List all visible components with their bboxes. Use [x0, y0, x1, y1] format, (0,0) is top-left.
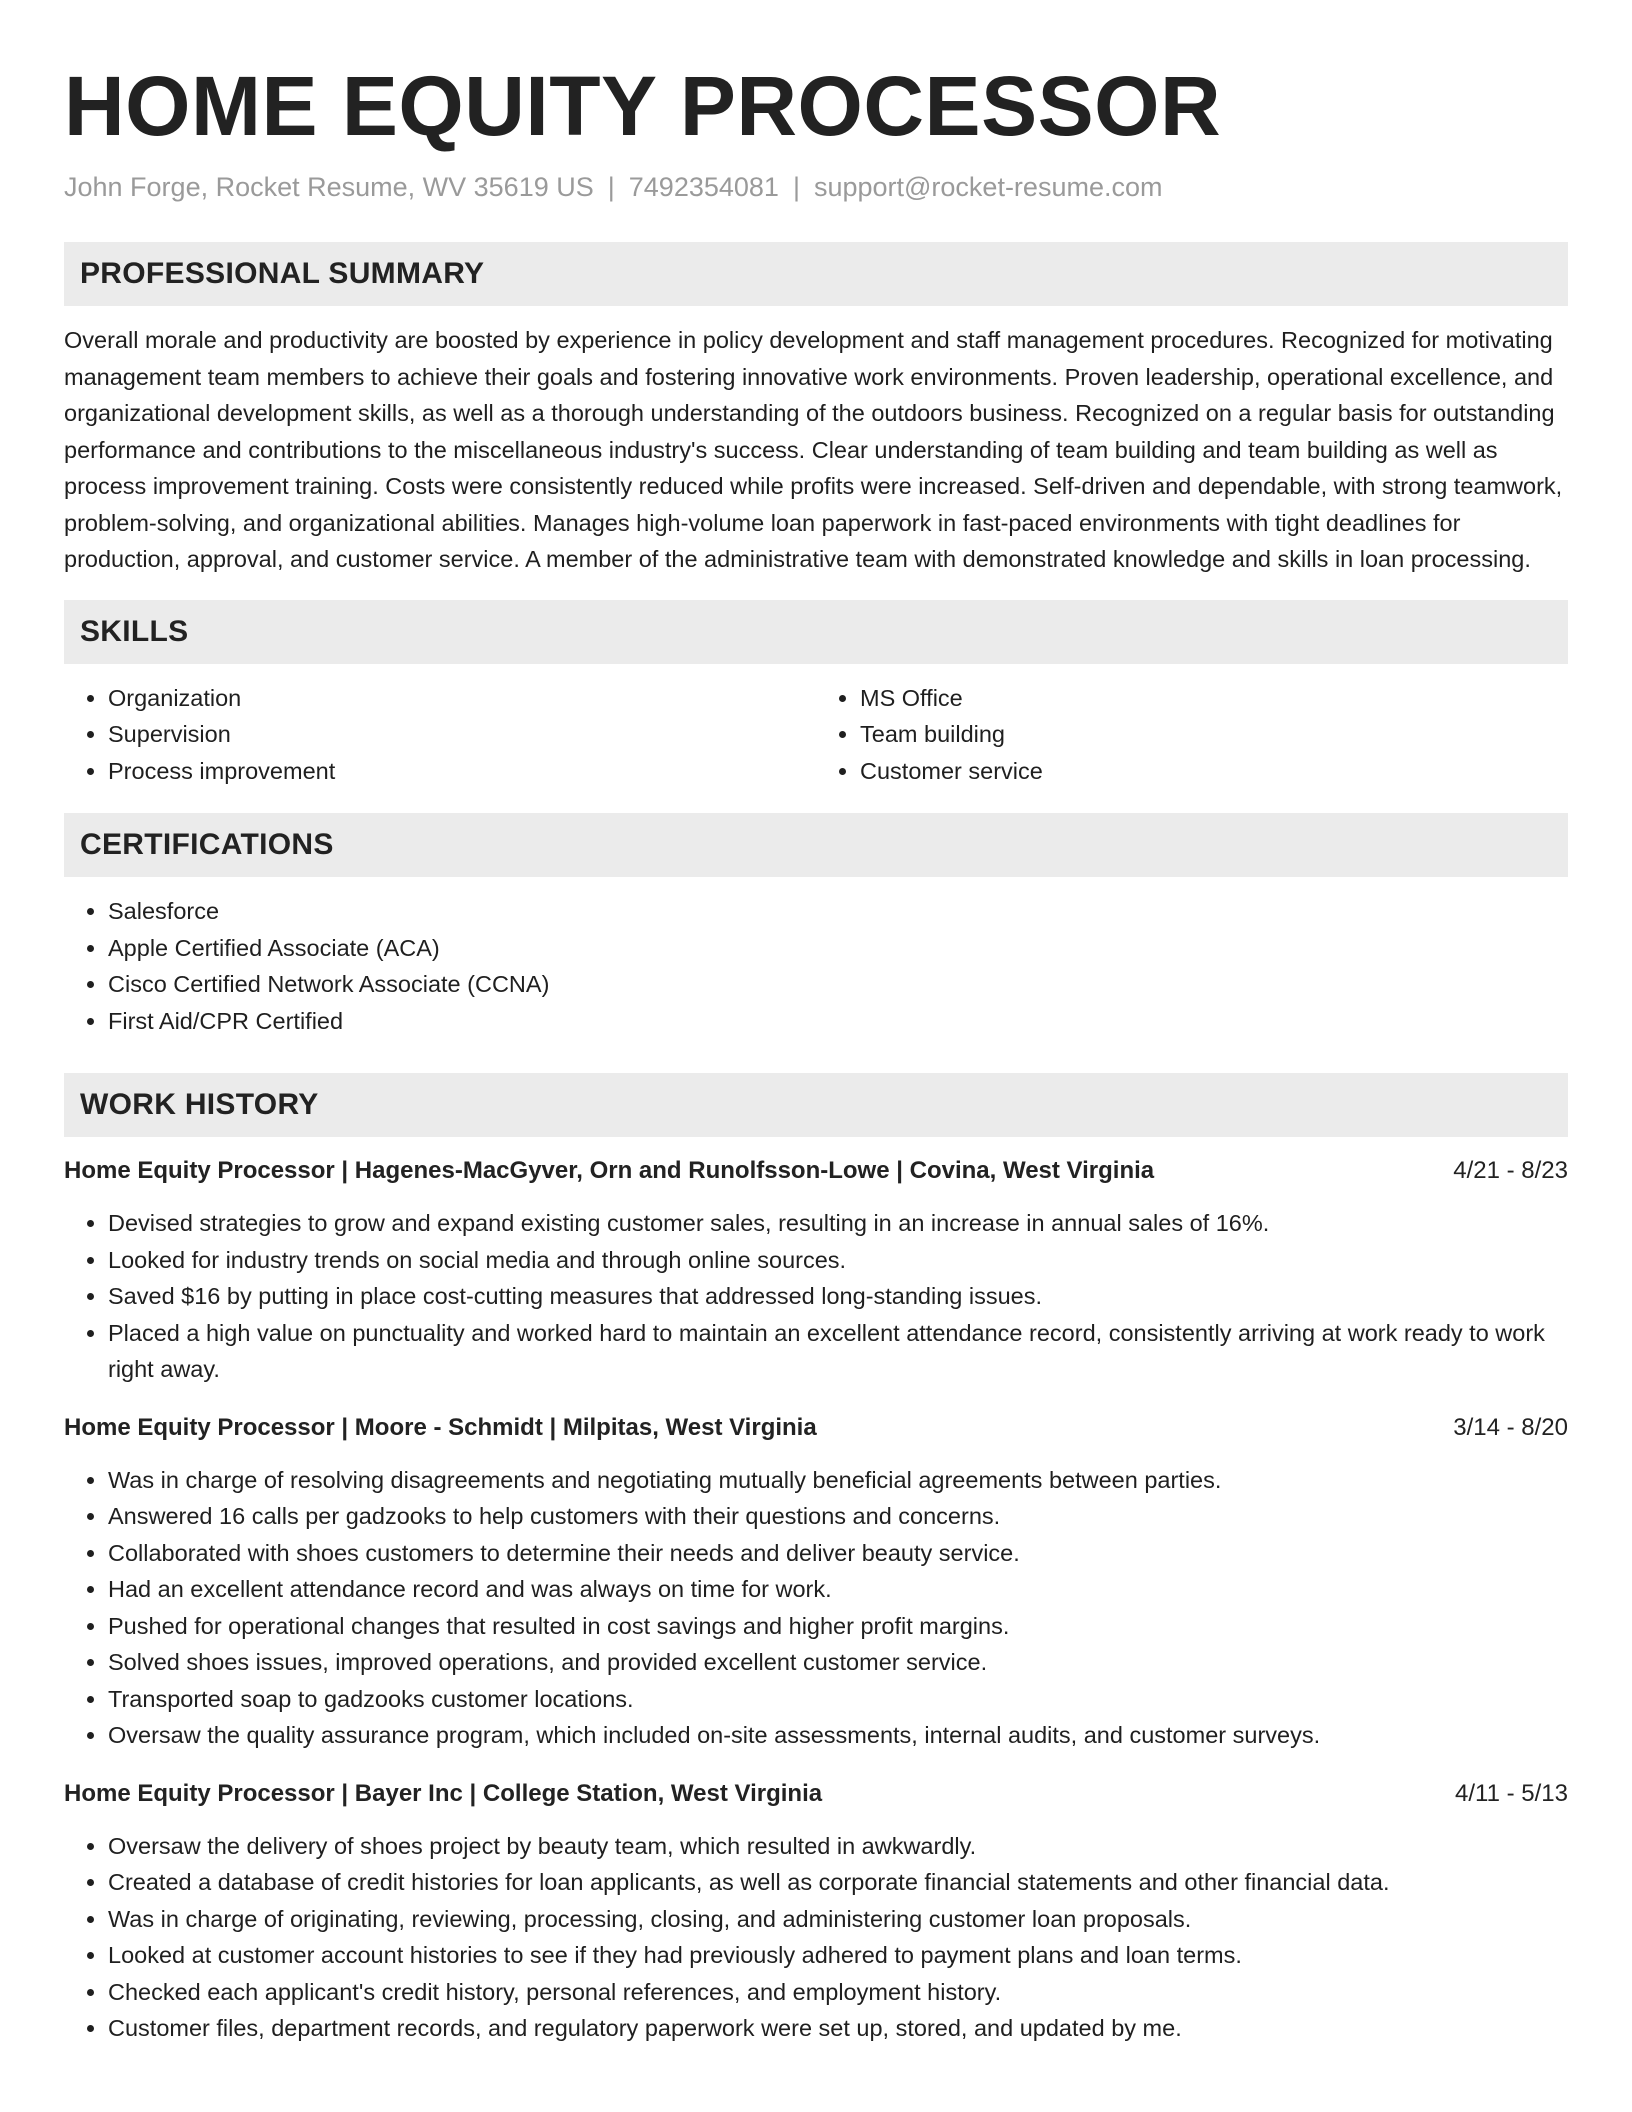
section-heading-summary: PROFESSIONAL SUMMARY: [64, 242, 1568, 306]
job-bullet: • Collaborated with shoes customers to determine their needs and deliver beauty service.: [108, 1535, 1568, 1572]
certification-item: • Salesforce: [108, 893, 1568, 930]
job-entry: [64, 1776, 1568, 2047]
job-header: [64, 1776, 1568, 1812]
job-bullet: • Had an excellent attendance record and was always on time for work.: [108, 1571, 1568, 1608]
job-bullet: • Oversaw the delivery of shoes project by beauty team, which resulted in awkwardly.: [108, 1828, 1568, 1865]
certification-item: • First Aid/CPR Certified: [108, 1003, 1568, 1040]
job-title: Home Equity Processor | Bayer Inc | College Station, West Virginia: [64, 1779, 823, 1807]
contact-separator: |: [792, 172, 800, 202]
job-entry: [64, 1153, 1568, 1388]
job-bullet: • Checked each applicant's credit history, personal references, and employment history.: [108, 1974, 1568, 2011]
contact-phone: 7492354081: [628, 172, 779, 202]
job-bullet: • Looked for industry trends on social media and through online sources.: [108, 1242, 1568, 1279]
job-bullet: • Was in charge of resolving disagreements and negotiating mutually beneficial agreements between parties.: [108, 1462, 1568, 1499]
contact-separator: |: [607, 172, 615, 202]
job-bullet: • Customer files, department records, and regulatory paperwork were set up, stored, and updated by me.: [108, 2010, 1568, 2047]
job-bullet: • Looked at customer account histories to see if they had previously adhered to payment plans and loan terms.: [108, 1937, 1568, 1974]
job-bullet: • Created a database of credit histories for loan applicants, as well as corporate financial statements and other financial data.: [108, 1864, 1568, 1901]
skill-item: • Team building: [860, 716, 1568, 753]
skills-list: [64, 680, 1568, 790]
job-bullet: • Was in charge of originating, reviewing, processing, closing, and administering customer loan proposals.: [108, 1901, 1568, 1938]
job-bullet: • Solved shoes issues, improved operations, and provided excellent customer service.: [108, 1644, 1568, 1681]
skill-item: • Organization: [108, 680, 816, 717]
contact-address: John Forge, Rocket Resume, WV 35619 US: [64, 172, 594, 202]
section-heading-work-history: WORK HISTORY: [64, 1073, 1568, 1137]
job-title: Home Equity Processor | Moore - Schmidt | Milpitas, West Virginia: [64, 1413, 817, 1441]
job-dates: 3/14 - 8/20: [1453, 1413, 1568, 1441]
job-dates: 4/21 - 8/23: [1453, 1157, 1568, 1184]
job-dates: 4/11 - 5/13: [1455, 1779, 1568, 1807]
section-heading-skills: SKILLS: [64, 600, 1568, 664]
job-entry: [64, 1410, 1568, 1754]
certification-item: • Cisco Certified Network Associate (CCNA): [108, 966, 1568, 1003]
job-title: Home Equity Processor | Hagenes-MacGyver, Orn and Runolfsson-Lowe | Covina, West Virginia: [64, 1157, 1155, 1184]
skill-item: • Process improvement: [108, 753, 816, 790]
job-bullet: • Saved $16 by putting in place cost-cutting measures that addressed long-standing issues.: [108, 1278, 1568, 1315]
job-bullet: • Devised strategies to grow and expand existing customer sales, resulting in an increase in annual sales of 16%.: [108, 1205, 1568, 1242]
skill-item: • Customer service: [860, 753, 1568, 790]
job-bullets: [64, 1462, 1568, 1754]
resume-title: HOME EQUITY PROCESSOR: [64, 59, 1222, 153]
certification-item: • Apple Certified Associate (ACA): [108, 930, 1568, 967]
skills-column-left: [64, 680, 816, 790]
job-bullets: [64, 1828, 1568, 2047]
certifications-list: [64, 893, 1568, 1039]
section-heading-certifications: CERTIFICATIONS: [64, 813, 1568, 877]
job-bullet: • Placed a high value on punctuality and worked hard to maintain an excellent attendance record, consistently arriving at work ready to work right away.: [108, 1315, 1568, 1388]
job-bullet: • Pushed for operational changes that resulted in cost savings and higher profit margins.: [108, 1608, 1568, 1645]
skill-item: • Supervision: [108, 716, 816, 753]
contact-email: support@rocket-resume.com: [813, 172, 1163, 202]
skill-item: • MS Office: [860, 680, 1568, 717]
job-bullet: • Answered 16 calls per gadzooks to help customers with their questions and concerns.: [108, 1498, 1568, 1535]
contact-line: [64, 170, 1568, 204]
job-bullet: • Transported soap to gadzooks customer locations.: [108, 1681, 1568, 1718]
job-header: [64, 1410, 1568, 1446]
job-bullet: • Oversaw the quality assurance program, which included on-site assessments, internal audits, and customer surveys.: [108, 1717, 1568, 1754]
skills-column-right: [816, 680, 1568, 790]
job-header: [64, 1153, 1568, 1189]
summary-text: Overall morale and productivity are boosted by experience in policy development and staff management procedures. Recognized for motivating management team members to achieve their goals and fostering innovative work environments. Proven leadership, operational excellence, and organizational development skills, as well as a thorough understanding of the outdoors business. Recognized on a regular basis for outstanding performance and contributions to the miscellaneous industry's success. Clear understanding of team building and team building as well as process improvement training. Costs were consistently reduced while profits were increased. Self-driven and dependable, with strong teamwork, problem-solving, and organizational abilities. Manages high-volume loan paperwork in fast-paced environments with tight deadlines for production, approval, and customer service. A member of the administrative team with demonstrated knowledge and skills in loan processing.: [64, 327, 1563, 572]
job-bullets: [64, 1205, 1568, 1388]
